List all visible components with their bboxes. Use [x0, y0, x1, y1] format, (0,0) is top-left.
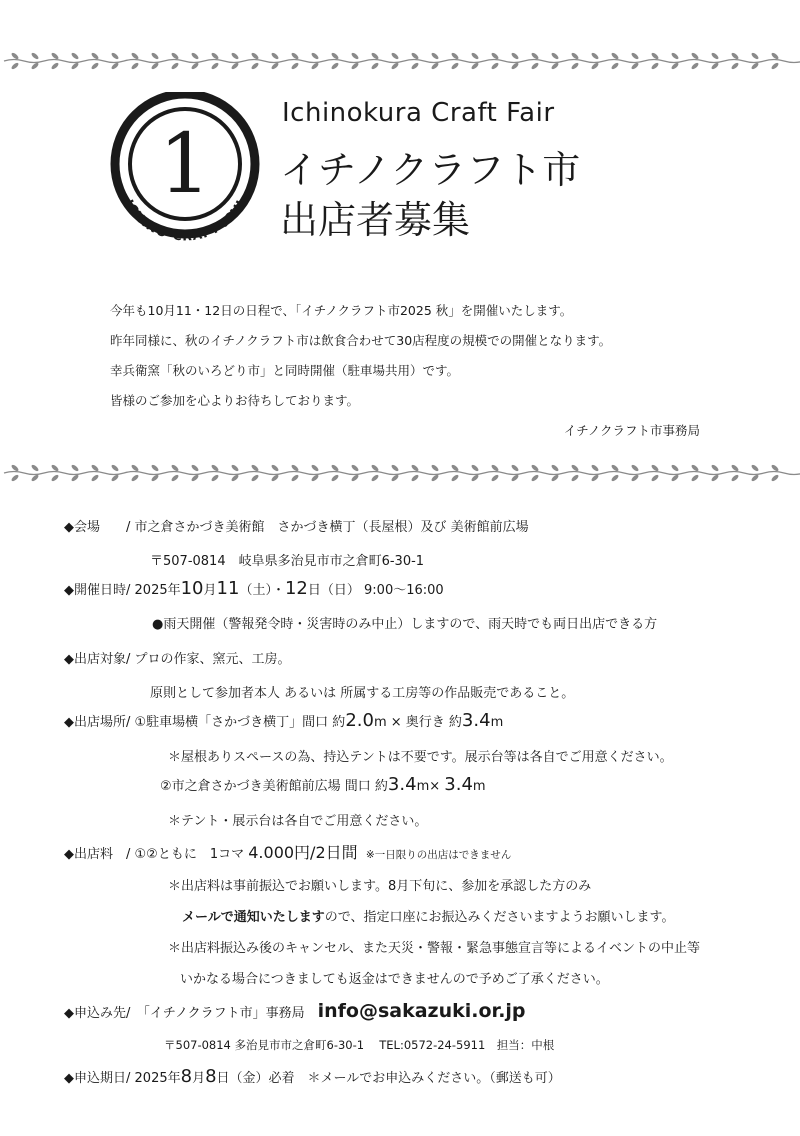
vine-leaf	[710, 464, 719, 472]
vine-leaf	[370, 474, 379, 482]
vine-leaf	[130, 62, 139, 70]
location-option2-row	[160, 774, 486, 795]
apply-office: 「イチノクラフト市」事務局	[130, 1006, 318, 1021]
vine-leaf	[190, 52, 199, 60]
title-japanese-line2: 出店者募集	[280, 198, 471, 242]
vine-leaf	[510, 464, 519, 472]
dates-label: ◆開催日時/	[64, 583, 131, 598]
location-note2: ＊テント・展示台は各自でご用意ください。	[168, 814, 428, 829]
location-option1-width: 2.0	[345, 710, 374, 731]
vine-leaf	[230, 464, 239, 472]
apply-row	[64, 1000, 526, 1022]
dates-day2: 12	[284, 578, 308, 599]
vine-leaf	[70, 52, 79, 60]
vine-leaf	[30, 464, 39, 472]
fair-logo	[100, 92, 270, 272]
intro-line: 皆様のご参加を心よりお待ちしております。	[110, 393, 360, 408]
intro-line: 今年も10月11・12日の日程で、「イチノクラフト市2025 秋」を開催いたします。	[110, 303, 573, 318]
target-value: プロの作家、窯元、工房。	[130, 652, 291, 667]
vine-leaf	[670, 52, 679, 60]
apply-address: 〒507-0814 多治見市市之倉町6-30-1 TEL:0572-24-5911 担当：中根	[164, 1038, 555, 1052]
dates-year: 2025年	[130, 583, 181, 598]
vine-leaf	[250, 62, 259, 70]
vine-leaf	[390, 52, 399, 60]
vine-leaf	[330, 474, 339, 482]
fee-label: ◆出店料 /	[64, 847, 131, 862]
deadline-label: ◆申込期日/	[64, 1071, 131, 1086]
vine-leaf	[630, 52, 639, 60]
vine-leaf	[710, 52, 719, 60]
vine-leaf	[610, 62, 619, 70]
deadline-year: 2025年	[130, 1071, 181, 1086]
fee-small-note: ※一日限りの出店はできません	[365, 849, 512, 861]
dates-note: ●雨天開催（警報発令時・災害時のみ中止）しますので、雨天時でも両日出店できる方	[152, 617, 658, 632]
location-option2: ②市之倉さかづき美術館前広場 間口 約	[160, 779, 388, 794]
vine-leaf	[450, 62, 459, 70]
deadline-row	[64, 1066, 561, 1087]
venue-row	[64, 516, 529, 535]
vine-leaf	[730, 474, 739, 482]
vine-leaf	[690, 62, 699, 70]
vine-leaf	[390, 464, 399, 472]
dates-day1-weekday: （土）・	[239, 583, 285, 598]
vine-leaf	[50, 474, 59, 482]
venue-address: 〒507-0814 岐阜県多治見市市之倉町6-30-1	[150, 554, 425, 569]
apply-label: ◆申込み先/	[64, 1006, 131, 1021]
intro-line: 昨年同様に、秋のイチノクラフト市は飲食合わせて30店程度の規模での開催となります。	[110, 333, 612, 348]
vine-leaf	[270, 52, 279, 60]
location-option2-unit: m	[472, 779, 486, 794]
vine-leaf	[490, 474, 499, 482]
vine-leaf	[290, 62, 299, 70]
intro-signature: イチノクラフト市事務局	[563, 423, 700, 438]
fee-note2	[182, 906, 674, 925]
vine-leaf	[470, 464, 479, 472]
vine-leaf	[650, 474, 659, 482]
vine-leaf	[770, 474, 779, 482]
vine-leaf	[350, 464, 359, 472]
vine-leaf	[50, 62, 59, 70]
fee-value: ①②ともに 1コマ	[130, 847, 249, 862]
vine-leaf	[770, 62, 779, 70]
vine-leaf	[170, 474, 179, 482]
apply-email[interactable]: info@sakazuki.or.jp	[317, 1000, 526, 1022]
intro-paragraph	[110, 296, 700, 446]
fee-note2-text: ので、指定口座にお振込みくださいますようお願いします。	[324, 910, 675, 925]
vine-leaf	[410, 62, 419, 70]
vine-leaf	[430, 52, 439, 60]
vine-leaf	[90, 62, 99, 70]
venue-value: 市之倉さかづき美術館 さかづき横丁（長屋根）及び 美術館前広場	[130, 520, 529, 535]
logo-ring-text: ICHINO-CRAFT-ICHI	[121, 196, 249, 244]
vine-leaf	[150, 464, 159, 472]
vine-leaf	[150, 52, 159, 60]
vine-leaf	[130, 474, 139, 482]
vine-stem	[4, 472, 800, 475]
vine-leaf	[310, 464, 319, 472]
title-japanese-line1: イチノクラフト市	[280, 148, 581, 192]
vine-leaf	[550, 464, 559, 472]
deadline-suffix: 日（金）必着 ＊メールでお申込みください。（郵送も可）	[216, 1071, 561, 1086]
vine-leaf	[570, 62, 579, 70]
vine-leaf	[750, 464, 759, 472]
vine-leaf	[250, 474, 259, 482]
vine-leaf	[350, 52, 359, 60]
vine-leaf	[10, 62, 19, 70]
vine-leaf	[30, 52, 39, 60]
vine-leaf	[490, 62, 499, 70]
vine-leaf	[370, 62, 379, 70]
fee-note1: ＊出店料は事前振込でお願いします。8月下旬に、参加を承認した方のみ	[168, 879, 592, 894]
location-option1-depth: 3.4	[461, 710, 491, 731]
intro-line: 幸兵衛窯「秋のいろどり市」と同時開催（駐車場共用）です。	[110, 363, 460, 378]
vine-leaf	[590, 52, 599, 60]
vine-leaf	[310, 52, 319, 60]
location-row	[64, 710, 503, 731]
vine-leaf	[430, 464, 439, 472]
decorative-vine-top	[0, 50, 800, 72]
fee-amount: 4.000円/2日間	[248, 843, 358, 862]
deadline-day: 8	[205, 1066, 217, 1087]
dates-row	[64, 578, 444, 599]
deadline-month: 8	[180, 1066, 193, 1087]
dates-day1: 11	[216, 578, 240, 599]
dates-time: 9:00～16:00	[364, 583, 444, 598]
fee-note4: いかなる場合につきましても返金はできませんので予めご了承ください。	[180, 972, 609, 987]
location-label: ◆出店場所/	[64, 715, 131, 730]
location-option2-width: 3.4	[387, 774, 417, 795]
vine-leaf	[650, 62, 659, 70]
vine-leaf	[510, 52, 519, 60]
vine-leaf	[210, 62, 219, 70]
fee-row	[64, 840, 511, 863]
vine-leaf	[730, 62, 739, 70]
fee-note3: ＊出店料振込み後のキャンセル、また天災・警報・緊急事態宣言等によるイベントの中止等	[168, 941, 700, 956]
dates-month: 10	[180, 578, 204, 599]
vine-leaf	[590, 464, 599, 472]
fee-note2-emphasis: メールで通知いたします	[182, 910, 325, 925]
vine-leaf	[630, 464, 639, 472]
vine-leaf	[550, 52, 559, 60]
vine-leaf	[690, 474, 699, 482]
target-row	[64, 648, 291, 667]
location-option1-unit: m	[490, 715, 504, 730]
vine-leaf	[530, 474, 539, 482]
vine-leaf	[670, 464, 679, 472]
venue-label: ◆会場 /	[64, 520, 131, 535]
vine-leaf	[290, 474, 299, 482]
vine-leaf	[170, 62, 179, 70]
decorative-vine-middle	[0, 462, 800, 484]
title-english: Ichinokura Craft Fair	[282, 98, 555, 128]
vine-leaf	[530, 62, 539, 70]
vine-leaf	[570, 474, 579, 482]
dates-day2-weekday: 日（日）	[307, 583, 360, 598]
vine-leaf	[10, 474, 19, 482]
vine-leaf	[470, 52, 479, 60]
logo-numeral: 1	[158, 117, 212, 212]
location-option1-sep: m × 奥行き 約	[373, 715, 462, 730]
location-note1: ＊屋根ありスペースの為、持込テントは不要です。展示台等は各自でご用意ください。	[168, 750, 673, 765]
vine-leaf	[210, 474, 219, 482]
location-option2-depth: 3.4	[444, 774, 473, 795]
vine-leaf	[750, 52, 759, 60]
target-note: 原則として参加者本人 あるいは 所属する工房等の作品販売であること。	[150, 686, 575, 701]
vine-leaf	[270, 464, 279, 472]
vine-leaf	[230, 52, 239, 60]
title-japanese	[280, 145, 580, 245]
vine-stem	[4, 60, 800, 63]
location-option1: ①駐車場横「さかづき横丁」間口 約	[130, 715, 346, 730]
vine-leaf	[90, 474, 99, 482]
dates-month-unit: 月	[203, 583, 217, 598]
vine-leaf	[330, 62, 339, 70]
target-label: ◆出店対象/	[64, 652, 131, 667]
vine-leaf	[410, 474, 419, 482]
vine-leaf	[70, 464, 79, 472]
deadline-month-unit: 月	[192, 1071, 206, 1086]
location-option2-sep: m×	[416, 779, 445, 794]
vine-leaf	[110, 464, 119, 472]
vine-leaf	[110, 52, 119, 60]
vine-leaf	[450, 474, 459, 482]
vine-leaf	[610, 474, 619, 482]
vine-leaf	[190, 464, 199, 472]
